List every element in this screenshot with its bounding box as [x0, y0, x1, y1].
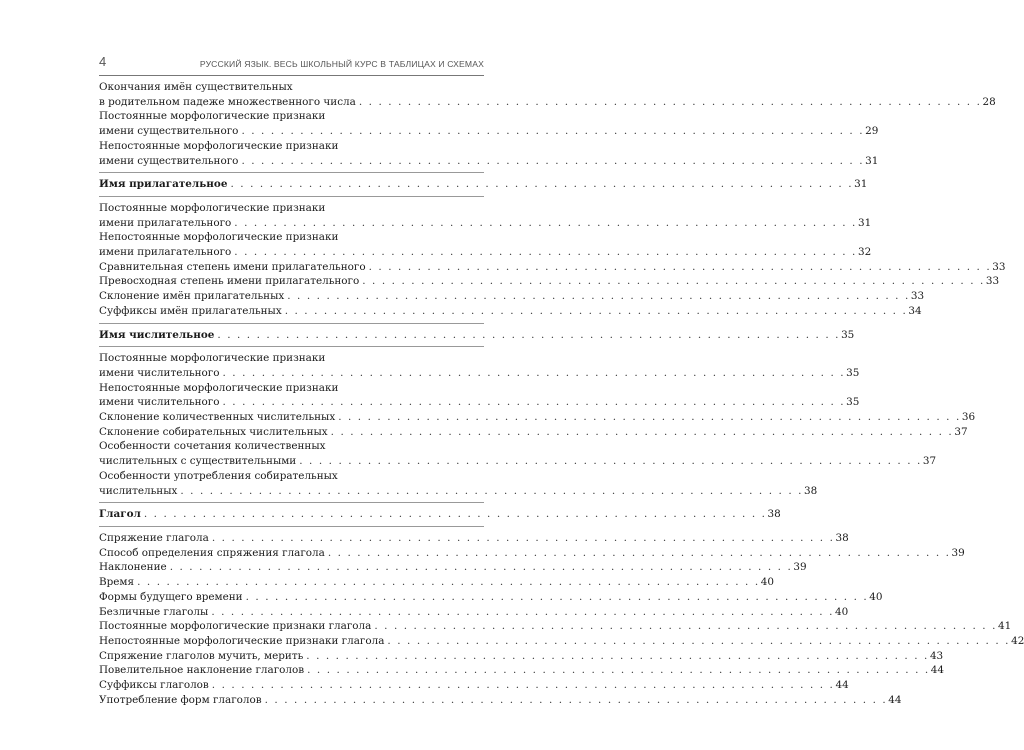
toc-entry-line [99, 678, 849, 693]
toc-entry [99, 381, 860, 410]
toc-entry-line [99, 605, 849, 620]
toc-entry [99, 531, 849, 546]
toc-entry-title: Суффиксы глаголов [99, 679, 209, 692]
toc-entry-title: Употребление форм глаголов [99, 693, 262, 706]
toc-entry-title: Повелительное наклонение глаголов [99, 664, 305, 677]
dot-leader: . . . . . . . . . . . . . . . . . . . . . . . . . . . . . . . . . . . . . . . . . . . . . . . . . . . . . . . . . . . . . . . . [211, 531, 835, 544]
toc-entry-title: Непостоянные морфологические признаки [99, 381, 339, 394]
toc-entry-title: имени прилагательного [99, 216, 232, 229]
toc-page-number: 38 [835, 531, 849, 544]
toc-page-number: 43 [929, 649, 944, 662]
toc-entry-line [99, 201, 484, 216]
toc-entry [99, 274, 1000, 289]
dot-leader: . . . . . . . . . . . . . . . . . . . . . . . . . . . . . . . . . . . . . . . . . . . . . . . . . . . . . . . . . . . . . . . . [241, 154, 865, 167]
toc-entry-line [99, 507, 781, 522]
toc-entry-line [99, 484, 818, 499]
toc-entry-line [99, 634, 1024, 649]
toc-entry-line [99, 693, 902, 708]
toc-page-number: 38 [767, 508, 781, 521]
toc-entry [99, 634, 1024, 649]
dot-leader: . . . . . . . . . . . . . . . . . . . . . . . . . . . . . . . . . . . . . . . . . . . . . . . . . . . . . . . . . . . . . . . . [222, 396, 846, 409]
toc-entry [99, 351, 860, 380]
section-divider [99, 346, 484, 347]
dot-leader: . . . . . . . . . . . . . . . . . . . . . . . . . . . . . . . . . . . . . . . . . . . . . . . . . . . . . . . . . . . . . . . . [327, 546, 951, 559]
toc-entry-title: Суффиксы имён прилагательных [99, 304, 282, 317]
dot-leader: . . . . . . . . . . . . . . . . . . . . . . . . . . . . . . . . . . . . . . . . . . . . . . . . . . . . . . . . . . . . . . . . [211, 605, 834, 618]
dot-leader: . . . . . . . . . . . . . . . . . . . . . . . . . . . . . . . . . . . . . . . . . . . . . . . . . . . . . . . . . . . . . . . . [137, 576, 760, 589]
dot-leader: . . . . . . . . . . . . . . . . . . . . . . . . . . . . . . . . . . . . . . . . . . . . . . . . . . . . . . . . . . . . . . . . [374, 620, 997, 633]
toc-page-number: 37 [954, 425, 968, 438]
toc-page-number: 33 [910, 290, 925, 303]
toc-entry-title: имени числительного [99, 396, 220, 409]
toc-entry-title: числительных с существительными [99, 455, 297, 468]
running-title: РУССКИЙ ЯЗЫК. ВЕСЬ ШКОЛЬНЫЙ КУРС В ТАБЛИЦАХ И СХЕМАХ [199, 59, 484, 69]
toc-entry-line [99, 469, 484, 484]
toc-entry-line [99, 454, 937, 469]
toc-entry-title: Окончания имён существительных [99, 81, 293, 93]
toc-entry-line [99, 139, 484, 154]
toc-entry-line [99, 328, 855, 343]
toc-entry [99, 289, 925, 304]
toc-entry-title: Наклонение [99, 561, 167, 574]
dot-leader: . . . . . . . . . . . . . . . . . . . . . . . . . . . . . . . . . . . . . . . . . . . . . . . . . . . . . . . . . . . . . . . . [222, 366, 846, 379]
section-divider [99, 502, 484, 503]
dot-leader: . . . . . . . . . . . . . . . . . . . . . . . . . . . . . . . . . . . . . . . . . . . . . . . . . . . . . . . . . . . . . . . . [330, 425, 954, 438]
toc-entry [99, 109, 879, 138]
toc-entry-title: Превосходная степень имени прилагательного [99, 275, 360, 288]
toc-entry [99, 304, 922, 319]
toc-section-heading [99, 177, 868, 192]
toc-entry-line [99, 245, 872, 260]
toc-entry [99, 678, 849, 693]
dot-leader: . . . . . . . . . . . . . . . . . . . . . . . . . . . . . . . . . . . . . . . . . . . . . . . . . . . . . . . . . . . . . . . . [387, 634, 1011, 647]
toc-entry [99, 139, 879, 168]
table-of-contents [99, 80, 1024, 707]
toc-entry [99, 575, 774, 590]
toc-entry [99, 590, 883, 605]
toc-entry-line [99, 230, 484, 245]
section-divider [99, 196, 484, 197]
toc-page-number: 44 [888, 693, 902, 706]
toc-entry-title: Постоянные морфологические признаки [99, 201, 326, 214]
toc-entry-title: имени существительного [99, 125, 239, 138]
toc-entry-line [99, 439, 484, 454]
toc-entry [99, 649, 944, 664]
dot-leader: . . . . . . . . . . . . . . . . . . . . . . . . . . . . . . . . . . . . . . . . . . . . . . . . . . . . . . . . . . . . . . . . [307, 664, 930, 677]
toc-entry-title: в родительном падеже множественного числа [99, 95, 356, 108]
toc-entry-line [99, 619, 1012, 634]
dot-leader: . . . . . . . . . . . . . . . . . . . . . . . . . . . . . . . . . . . . . . . . . . . . . . . . . . . . . . . . . . . . . . . . [217, 328, 841, 341]
toc-entry-line [99, 124, 879, 139]
toc-entry-line [99, 274, 1000, 289]
toc-page-number: 28 [982, 95, 996, 108]
dot-leader: . . . . . . . . . . . . . . . . . . . . . . . . . . . . . . . . . . . . . . . . . . . . . . . . . . . . . . . . . . . . . . . . [211, 679, 835, 692]
toc-page-number: 31 [854, 178, 868, 191]
toc-entry-title: Особенности сочетания количественных [99, 440, 326, 453]
toc-entry-line [99, 425, 968, 440]
toc-entry [99, 260, 1006, 275]
dot-leader: . . . . . . . . . . . . . . . . . . . . . . . . . . . . . . . . . . . . . . . . . . . . . . . . . . . . . . . . . . . . . . . . [287, 290, 910, 303]
toc-entry [99, 619, 1012, 634]
page-number: 4 [99, 54, 107, 69]
toc-page-number: 36 [961, 411, 976, 424]
toc-page-number: 40 [760, 576, 774, 589]
toc-entry-title: Спряжение глагола [99, 531, 209, 544]
dot-leader: . . . . . . . . . . . . . . . . . . . . . . . . . . . . . . . . . . . . . . . . . . . . . . . . . . . . . . . . . . . . . . . . [368, 260, 992, 273]
dot-leader: . . . . . . . . . . . . . . . . . . . . . . . . . . . . . . . . . . . . . . . . . . . . . . . . . . . . . . . . . . . . . . . . [143, 508, 767, 521]
toc-page-number: 31 [857, 216, 872, 229]
toc-page-number: 32 [857, 246, 872, 259]
header-rule [99, 75, 484, 76]
dot-leader: . . . . . . . . . . . . . . . . . . . . . . . . . . . . . . . . . . . . . . . . . . . . . . . . . . . . . . . . . . . . . . . . [284, 304, 908, 317]
dot-leader: . . . . . . . . . . . . . . . . . . . . . . . . . . . . . . . . . . . . . . . . . . . . . . . . . . . . . . . . . . . . . . . . [234, 246, 857, 259]
toc-entry-title: имени прилагательного [99, 246, 232, 259]
section-divider [99, 526, 484, 527]
toc-entry [99, 560, 807, 575]
toc-entry-line [99, 177, 868, 192]
dot-leader: . . . . . . . . . . . . . . . . . . . . . . . . . . . . . . . . . . . . . . . . . . . . . . . . . . . . . . . . . . . . . . . . [234, 216, 857, 229]
toc-entry [99, 425, 968, 440]
dot-leader: . . . . . . . . . . . . . . . . . . . . . . . . . . . . . . . . . . . . . . . . . . . . . . . . . . . . . . . . . . . . . . . . [264, 693, 888, 706]
toc-entry-line [99, 560, 807, 575]
dot-leader: . . . . . . . . . . . . . . . . . . . . . . . . . . . . . . . . . . . . . . . . . . . . . . . . . . . . . . . . . . . . . . . . [245, 590, 869, 603]
toc-page-number: 34 [908, 304, 922, 317]
toc-entry-title: Склонение количественных числительных [99, 411, 336, 424]
section-divider [99, 323, 484, 324]
toc-entry-title: числительных [99, 484, 178, 497]
toc-page-number: 37 [922, 455, 937, 468]
toc-entry-title: Особенности употребления собирательных [99, 469, 338, 482]
toc-entry [99, 201, 872, 230]
dot-leader: . . . . . . . . . . . . . . . . . . . . . . . . . . . . . . . . . . . . . . . . . . . . . . . . . . . . . . . . . . . . . . . . [306, 649, 929, 662]
toc-entry-title: Время [99, 576, 135, 589]
page-header [99, 54, 484, 73]
toc-page-number: 44 [930, 664, 945, 677]
toc-page-number: 35 [846, 366, 860, 379]
toc-entry-line [99, 395, 860, 410]
toc-entry-line [99, 95, 996, 110]
toc-entry [99, 469, 818, 498]
toc-entry-title: Имя числительное [99, 328, 215, 341]
dot-leader: . . . . . . . . . . . . . . . . . . . . . . . . . . . . . . . . . . . . . . . . . . . . . . . . . . . . . . . . . . . . . . . . [230, 178, 854, 191]
toc-section-heading [99, 328, 855, 343]
toc-entry-line [99, 366, 860, 381]
dot-leader: . . . . . . . . . . . . . . . . . . . . . . . . . . . . . . . . . . . . . . . . . . . . . . . . . . . . . . . . . . . . . . . . [299, 455, 922, 468]
toc-page-number: 29 [865, 125, 879, 138]
toc-page-number: 39 [951, 546, 965, 559]
toc-entry [99, 693, 902, 708]
toc-entry-line [99, 216, 872, 231]
toc-entry-line [99, 381, 484, 396]
toc-entry-line [99, 590, 883, 605]
toc-page-number: 33 [992, 260, 1006, 273]
toc-entry-line [99, 289, 925, 304]
toc-entry-line [99, 649, 944, 664]
toc-entry-title: Имя прилагательное [99, 178, 228, 191]
toc-entry-line [99, 351, 484, 366]
toc-entry-title: имени существительного [99, 154, 239, 167]
toc-entry-line [99, 80, 484, 95]
toc-entry-title: Склонение собирательных числительных [99, 425, 328, 438]
toc-page-number: 35 [841, 328, 855, 341]
section-divider [99, 172, 484, 173]
toc-entry-title: Формы будущего времени [99, 590, 243, 603]
toc-entry-title: Сравнительная степень имени прилагательного [99, 260, 366, 273]
toc-page-number: 42 [1011, 634, 1024, 647]
toc-entry-title: Безличные глаголы [99, 605, 209, 618]
toc-entry-line [99, 531, 849, 546]
toc-entry [99, 546, 965, 561]
toc-entry-line [99, 154, 879, 169]
toc-page-number: 31 [865, 154, 879, 167]
toc-entry [99, 663, 945, 678]
toc-page-number: 44 [835, 679, 849, 692]
toc-entry-title: Непостоянные морфологические признаки глагола [99, 634, 385, 647]
dot-leader: . . . . . . . . . . . . . . . . . . . . . . . . . . . . . . . . . . . . . . . . . . . . . . . . . . . . . . . . . . . . . . . . [180, 484, 804, 497]
toc-entry-line [99, 304, 922, 319]
toc-entry-line [99, 410, 976, 425]
dot-leader: . . . . . . . . . . . . . . . . . . . . . . . . . . . . . . . . . . . . . . . . . . . . . . . . . . . . . . . . . . . . . . . . [241, 125, 865, 138]
toc-entry [99, 230, 872, 259]
toc-entry [99, 439, 937, 468]
toc-entry-title: Постоянные морфологические признаки [99, 110, 326, 123]
toc-entry [99, 80, 996, 109]
toc-entry-title: Глагол [99, 508, 141, 521]
toc-entry [99, 410, 976, 425]
toc-entry-title: Постоянные морфологические признаки глагола [99, 620, 372, 633]
toc-entry-title: Постоянные морфологические признаки [99, 352, 326, 365]
toc-page-number: 39 [793, 561, 807, 574]
toc-page-number: 38 [804, 484, 818, 497]
toc-section-heading [99, 507, 781, 522]
toc-page-number: 40 [869, 590, 883, 603]
toc-entry-title: Способ определения спряжения глагола [99, 546, 325, 559]
toc-entry-line [99, 575, 774, 590]
toc-entry-line [99, 546, 965, 561]
toc-entry-line [99, 109, 484, 124]
toc-entry-title: Непостоянные морфологические признаки [99, 231, 339, 244]
toc-entry-line [99, 260, 1006, 275]
toc-entry [99, 605, 849, 620]
toc-page-number: 40 [834, 605, 849, 618]
toc-page-number: 41 [998, 620, 1012, 633]
toc-entry-title: Непостоянные морфологические признаки [99, 139, 339, 152]
dot-leader: . . . . . . . . . . . . . . . . . . . . . . . . . . . . . . . . . . . . . . . . . . . . . . . . . . . . . . . . . . . . . . . . [358, 95, 982, 108]
toc-entry-title: Склонение имён прилагательных [99, 290, 285, 303]
toc-page-number: 35 [846, 396, 860, 409]
dot-leader: . . . . . . . . . . . . . . . . . . . . . . . . . . . . . . . . . . . . . . . . . . . . . . . . . . . . . . . . . . . . . . . . [362, 275, 985, 288]
dot-leader: . . . . . . . . . . . . . . . . . . . . . . . . . . . . . . . . . . . . . . . . . . . . . . . . . . . . . . . . . . . . . . . . [169, 561, 793, 574]
dot-leader: . . . . . . . . . . . . . . . . . . . . . . . . . . . . . . . . . . . . . . . . . . . . . . . . . . . . . . . . . . . . . . . . [338, 411, 961, 424]
toc-entry-line [99, 663, 945, 678]
toc-entry-title: Спряжение глаголов мучить, мерить [99, 649, 304, 662]
toc-entry-title: имени числительного [99, 366, 220, 379]
toc-page-number: 33 [985, 275, 1000, 288]
